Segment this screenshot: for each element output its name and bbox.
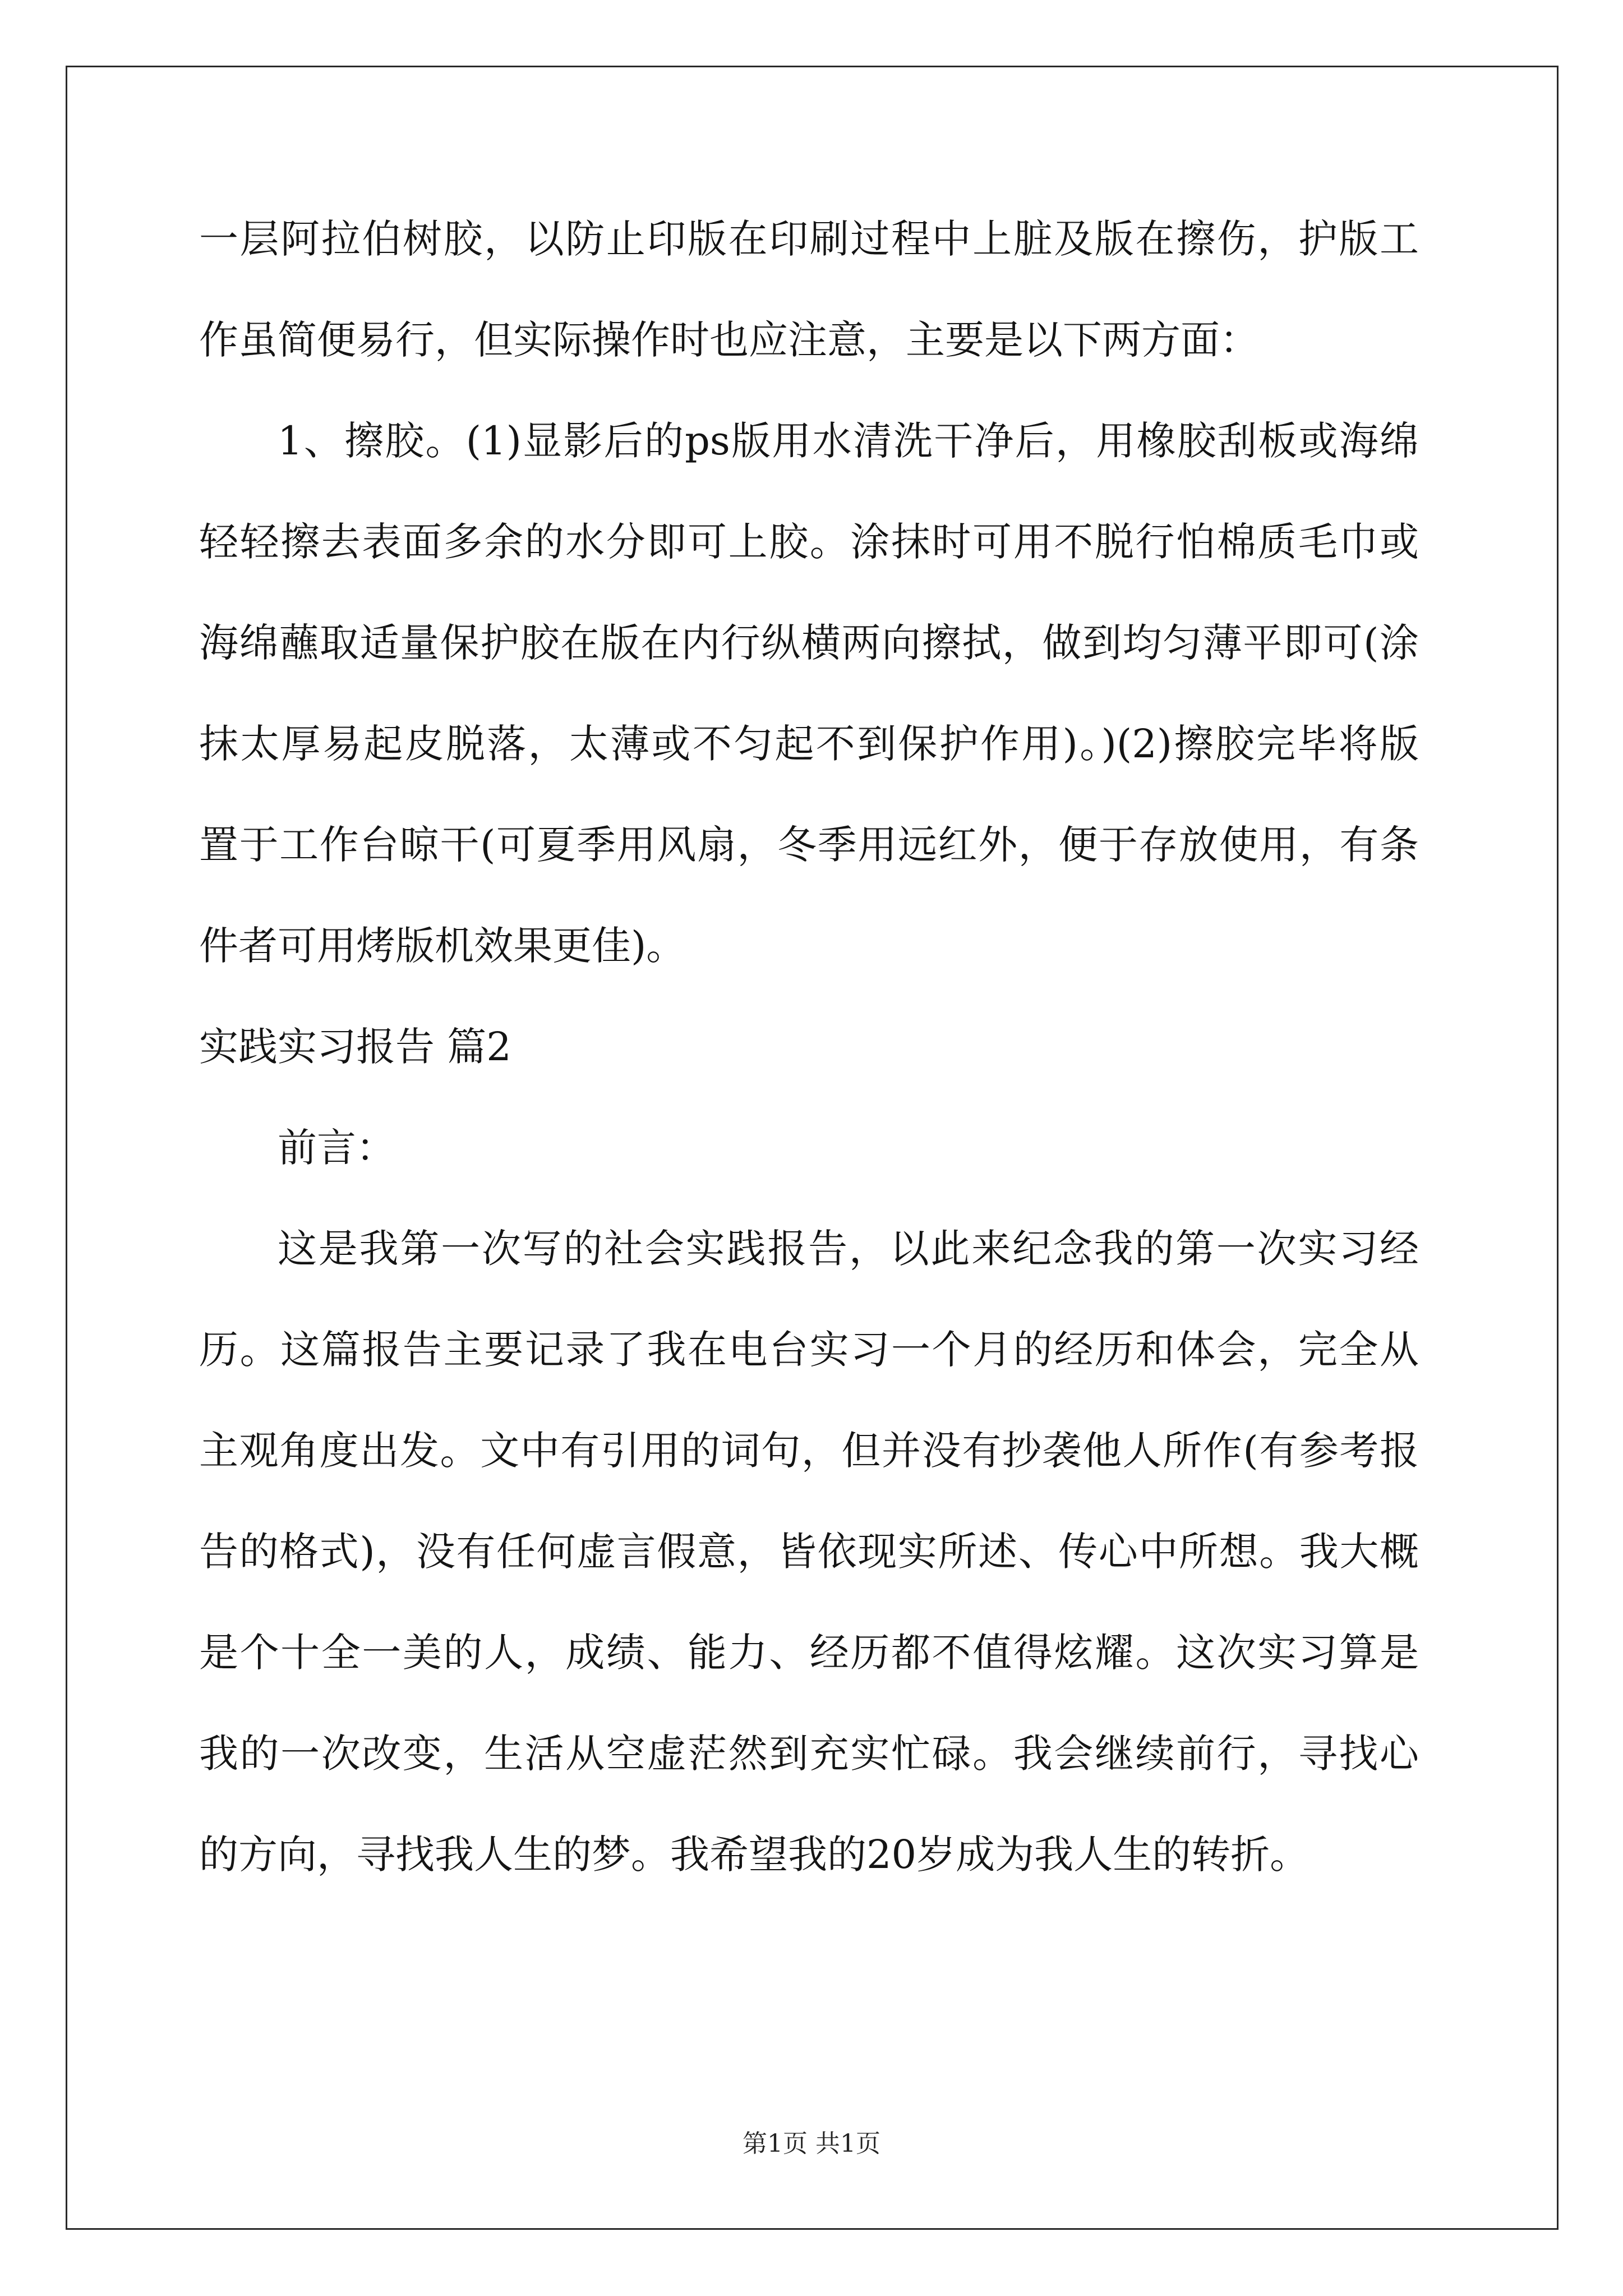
preface-label: 前言： <box>278 1125 395 1171</box>
text-line-14: 告的格式)，没有任何虚言假意，皆依现实所述、传心中所想。我大概 <box>199 1529 1419 1575</box>
page-footer: 第1页 共1页 <box>743 2129 880 2158</box>
text-line-15: 是个十全一美的人，成绩、能力、经历都不值得炫耀。这次实习算是 <box>199 1630 1419 1676</box>
text-line-7: 置于工作台晾干(可夏季用风扇，冬季用远红外，便于存放使用，有条 <box>199 822 1419 868</box>
text-line-4: 轻轻擦去表面多余的水分即可上胶。涂抹时可用不脱行怕棉质毛巾或 <box>199 519 1419 565</box>
text-line-1: 一层阿拉伯树胶，以防止印版在印刷过程中上脏及版在擦伤，护版工 <box>199 216 1419 262</box>
text-line-16: 我的一次改变，生活从空虚茫然到充实忙碌。我会继续前行，寻找心 <box>199 1731 1419 1777</box>
text-line-12: 历。这篇报告主要记录了我在电台实习一个月的经历和体会，完全从 <box>199 1327 1419 1373</box>
text-line-8: 件者可用烤版机效果更佳)。 <box>199 923 686 969</box>
text-line-13: 主观角度出发。文中有引用的词句，但并没有抄袭他人所作(有参考报 <box>199 1428 1419 1474</box>
text-line-17: 的方向，寻找我人生的梦。我希望我的20岁成为我人生的转折。 <box>199 1832 1310 1878</box>
text-line-6: 抹太厚易起皮脱落，太薄或不匀起不到保护作用)。)(2)擦胶完毕将版 <box>199 721 1419 767</box>
section-heading: 实践实习报告 篇2 <box>199 1024 511 1070</box>
text-line-5: 海绵蘸取适量保护胶在版在内行纵横两向擦拭，做到均匀薄平即可(涂 <box>199 620 1419 666</box>
text-line-11: 这是我第一次写的社会实践报告，以此来纪念我的第一次实习经 <box>278 1226 1419 1272</box>
text-line-2: 作虽简便易行，但实际操作时也应注意，主要是以下两方面： <box>199 317 1259 363</box>
text-line-3: 1、擦胶。(1)显影后的ps版用水清洗干净后，用橡胶刮板或海绵 <box>278 418 1419 464</box>
